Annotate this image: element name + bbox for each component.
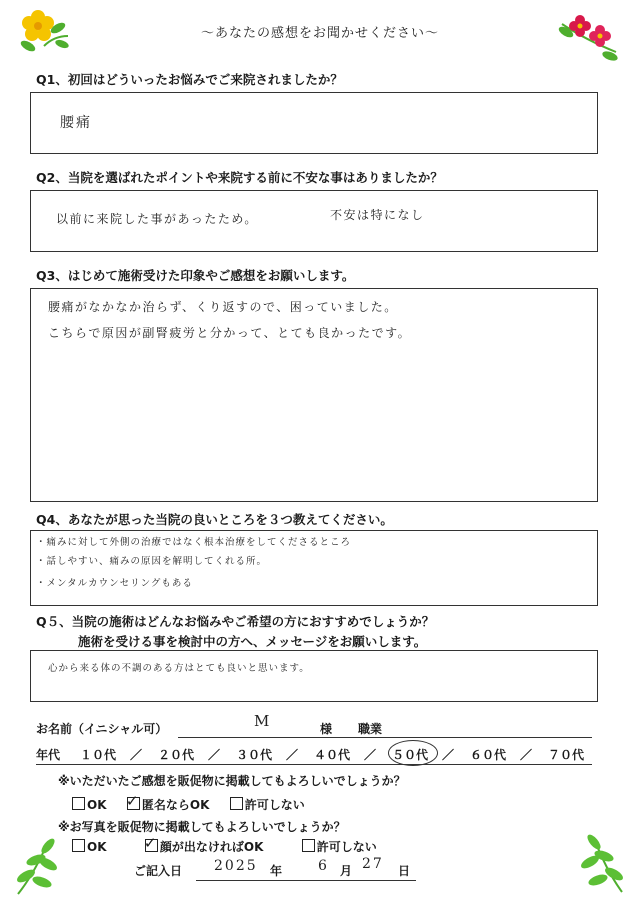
age-separator: ／ [286,748,299,762]
age-selected-circle [388,740,438,766]
q4-answer-item: ・メンタルカウンセリングもある [36,578,193,589]
leaf-sprig-icon [8,834,68,898]
consent1-ok-label: OK [87,798,107,812]
consent-options-2 [72,834,377,855]
q1-answer: 腰痛 [60,115,92,131]
q2-question: Q2、当院を選ばれたポイントや来院する前に不安な事はありましたか？ [36,170,443,185]
q2-answer-a: 以前に来院した事があったため。 [56,212,258,226]
age-separator: ／ [208,748,221,762]
consent-question-2: ※お写真を販促物に掲載してもよろしいでしょうか？ [58,820,346,834]
page-title: 〜あなたの感想をお聞かせください〜 [200,26,439,41]
date-month-unit: 月 [340,864,353,878]
q1-question: Q1、初回はどういったお悩みでご来院されましたか？ [36,72,343,87]
q2-answer-b: 不安は特になし [330,208,425,222]
q1-answer-box [30,92,598,154]
date-day: 27 [362,856,384,872]
consent-options-1 [72,792,305,813]
consent2-deny-label: 許可しない [316,840,377,854]
date-day-unit: 日 [398,864,411,878]
consent1-ok-checkbox[interactable] [72,797,85,810]
q4-answer-item: ・痛みに対して外側の治療ではなく根本治療をしてくださるところ [36,537,352,548]
age-underline [36,764,592,765]
consent2-ok-checkbox[interactable] [72,839,85,852]
consent1-anonymous-label: 匿名ならOK [141,798,210,812]
date-year-unit: 年 [270,864,283,878]
leaf-sprig-icon [572,830,632,896]
q3-answer-box [30,288,598,502]
consent1-anonymous-checkbox[interactable] [125,792,140,810]
job-label: 職業 [358,722,383,736]
name-value: M [254,712,270,730]
age-option[interactable]: ３０代 [236,748,273,762]
name-label: お名前（イニシャル可） [36,722,168,736]
date-underline [196,880,416,881]
age-option[interactable]: ６０代 [470,748,507,762]
q5-answer: 心から来る体の不調のある方はとても良いと思います。 [48,663,310,674]
q3-answer-line: こちらで原因が副腎疲労と分かって、とても良かったです。 [48,326,412,340]
age-separator: ／ [130,748,143,762]
q5-answer-box [30,650,598,702]
consent2-deny-checkbox[interactable] [302,839,315,852]
consent1-deny-checkbox[interactable] [230,797,243,810]
age-option[interactable]: ２０代 [158,748,195,762]
q3-question: Q3、はじめて施術受けた印象やご感想をお願いします。 [36,268,355,283]
age-options [80,746,598,763]
consent2-noface-label: 顔が出なければOK [159,840,264,854]
age-option[interactable]: ４０代 [314,748,351,762]
q5-question: Q５、当院の施術はどんなお悩みやご希望の方におすすめでしょうか？ [36,614,435,629]
name-underline [178,737,592,738]
date-month: 6 [318,858,327,874]
age-option[interactable]: １０代 [80,748,117,762]
age-separator: ／ [442,748,455,762]
age-separator: ／ [520,748,533,762]
age-separator: ／ [364,748,377,762]
date-year: 2025 [214,858,258,874]
sama-label: 様 [320,722,333,736]
age-label: 年代 [36,748,61,762]
age-option-selected[interactable]: ５０代 [392,746,442,763]
date-label: ご記入日 [134,864,183,878]
consent1-deny-label: 許可しない [244,798,305,812]
check-icon: ✓ [143,834,157,852]
check-icon: ✓ [125,792,139,810]
q4-question: Q4、あなたが思った当院の良いところを３つ教えてください。 [36,512,393,527]
q3-answer-line: 腰痛がなかなか治らず、くり返すので、困っていました。 [48,300,398,314]
consent2-ok-label: OK [87,840,107,854]
age-option[interactable]: ７０代 [548,748,585,762]
consent-question-1: ※いただいたご感想を販促物に掲載してもよろしいでしょうか？ [58,774,406,788]
consent2-noface-checkbox[interactable] [143,834,158,852]
q4-answer-item: ・話しやすい、痛みの原因を解明してくれる所。 [36,556,268,567]
q5-question-sub: 施術を受ける事を検討中の方へ、メッセージをお願いします。 [78,634,427,649]
